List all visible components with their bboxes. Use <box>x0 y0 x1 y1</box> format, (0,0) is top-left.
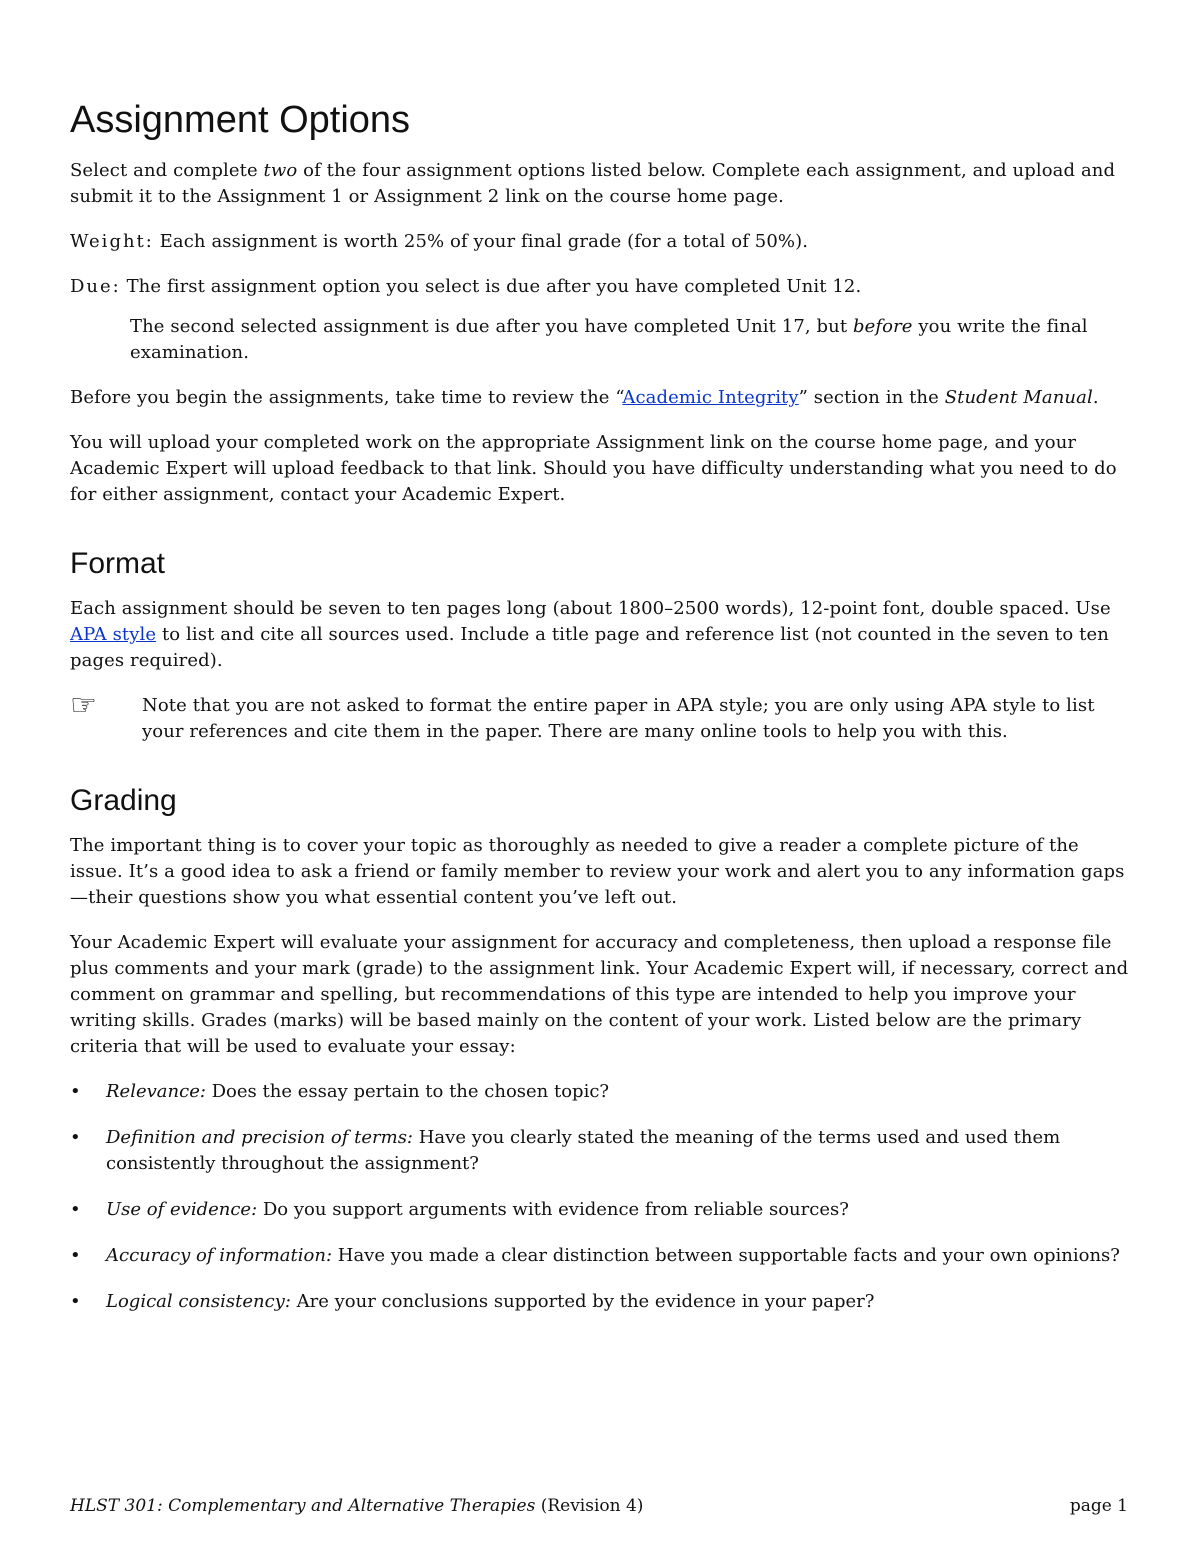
grading-paragraph-1: The important thing is to cover your topic as thoroughly as needed to give a reader a complete picture of the issue. It’s a good idea to ask a friend or family member to review your work and alert you to any information gaps—their questions show you what essential content you’ve left out. <box>70 835 1125 908</box>
bullet-icon: • <box>70 1081 81 1102</box>
criteria-text: Have you clearly stated the meaning of the terms used and used them consistently throughout the assignment? <box>106 1127 1061 1174</box>
intro-text-b: of the four assignment options listed below. Complete each assignment, and upload and submit it to the Assignment 1 or Assignment 2 link on the course home page. <box>70 160 1116 207</box>
due-paragraph <box>70 274 1130 300</box>
format-text-a: Each assignment should be seven to ten pages long (about 1800–2500 words), 12-point font, double spaced. Use <box>70 598 1111 619</box>
criteria-term: Definition and precision of terms: <box>106 1127 413 1148</box>
criteria-text: Have you made a clear distinction between supportable facts and your own opinions? <box>332 1245 1120 1266</box>
document-page <box>70 96 1130 1335</box>
format-heading: Format <box>70 547 166 580</box>
format-text-b: to list and cite all sources used. Include a title page and reference list (not counted in the seven to ten pages required). <box>70 624 1109 671</box>
integrity-text-c: . <box>1092 387 1099 408</box>
intro-paragraph <box>70 158 1130 210</box>
bullet-icon: • <box>70 1127 81 1148</box>
second-due-emphasis: before <box>853 316 913 337</box>
academic-integrity-link[interactable]: Academic Integrity <box>622 387 799 408</box>
integrity-text-a: Before you begin the assignments, take time to review the “ <box>70 387 623 408</box>
bullet-icon: • <box>70 1291 81 1312</box>
note-text: Note that you are not asked to format the entire paper in APA style; you are only using APA style to list your references and cite them in the paper. There are many online tools to help you with this. <box>142 695 1095 742</box>
course-title: HLST 301: Complementary and Alternative Therapies <box>70 1496 536 1516</box>
list-item <box>70 1197 1130 1223</box>
page-title: Assignment Options <box>70 99 411 141</box>
criteria-term: Accuracy of information: <box>106 1245 333 1266</box>
pointing-hand-icon: ☞ <box>70 688 97 723</box>
grading-heading: Grading <box>70 784 177 817</box>
integrity-paragraph <box>70 385 1130 411</box>
second-due-text-b: you write the final examination. <box>130 316 1088 363</box>
page-number: page 1 <box>1069 1496 1128 1516</box>
integrity-text-b: ” section in the <box>798 387 945 408</box>
format-paragraph <box>70 596 1130 674</box>
bullet-icon: • <box>70 1245 81 1266</box>
bullet-icon: • <box>70 1199 81 1220</box>
weight-text: Each assignment is worth 25% of your final grade (for a total of 50%). <box>153 231 809 252</box>
page-footer <box>70 1496 1128 1516</box>
footer-course <box>70 1496 643 1516</box>
weight-paragraph <box>70 229 1130 255</box>
second-due-text-a: The second selected assignment is due after you have completed Unit 17, but <box>130 316 854 337</box>
criteria-term: Use of evidence: <box>106 1199 258 1220</box>
student-manual-title: Student Manual <box>944 387 1093 408</box>
criteria-text: Do you support arguments with evidence from reliable sources? <box>257 1199 849 1220</box>
intro-text-a: Select and complete <box>70 160 264 181</box>
weight-label: Weight: <box>70 231 154 252</box>
intro-emphasis: two <box>263 160 298 181</box>
apa-style-link[interactable]: APA style <box>70 624 157 645</box>
note-block <box>70 688 1130 745</box>
upload-paragraph: You will upload your completed work on the appropriate Assignment link on the course home page, and your Academic Expert will upload feedback to that link. Should you have difficulty understanding what you need to do for either assignment, contact your Academic Expert. <box>70 432 1117 505</box>
criteria-term: Logical consistency: <box>106 1291 291 1312</box>
list-item <box>70 1289 1130 1315</box>
criteria-text: Are your conclusions supported by the evidence in your paper? <box>290 1291 875 1312</box>
criteria-list <box>70 1079 1130 1315</box>
due-label: Due: <box>70 276 121 297</box>
list-item <box>70 1243 1130 1269</box>
revision-label: (Revision 4) <box>535 1496 644 1516</box>
list-item <box>70 1079 1130 1105</box>
grading-paragraph-2: Your Academic Expert will evaluate your assignment for accuracy and completeness, then upload a response file plus comments and your mark (grade) to the assignment link. Your Academic Expert will, if necessary, correct and comment on grammar and spelling, but recommendations of this type are intended to help you improve your writing skills. Grades (marks) will be based mainly on the content of your work. Listed below are the primary criteria that will be used to evaluate your essay: <box>70 932 1129 1057</box>
criteria-term: Relevance: <box>106 1081 206 1102</box>
second-due-paragraph <box>130 314 1130 366</box>
criteria-text: Does the essay pertain to the chosen topic? <box>205 1081 610 1102</box>
list-item <box>70 1125 1130 1177</box>
due-text: The first assignment option you select is due after you have completed Unit 12. <box>120 276 862 297</box>
